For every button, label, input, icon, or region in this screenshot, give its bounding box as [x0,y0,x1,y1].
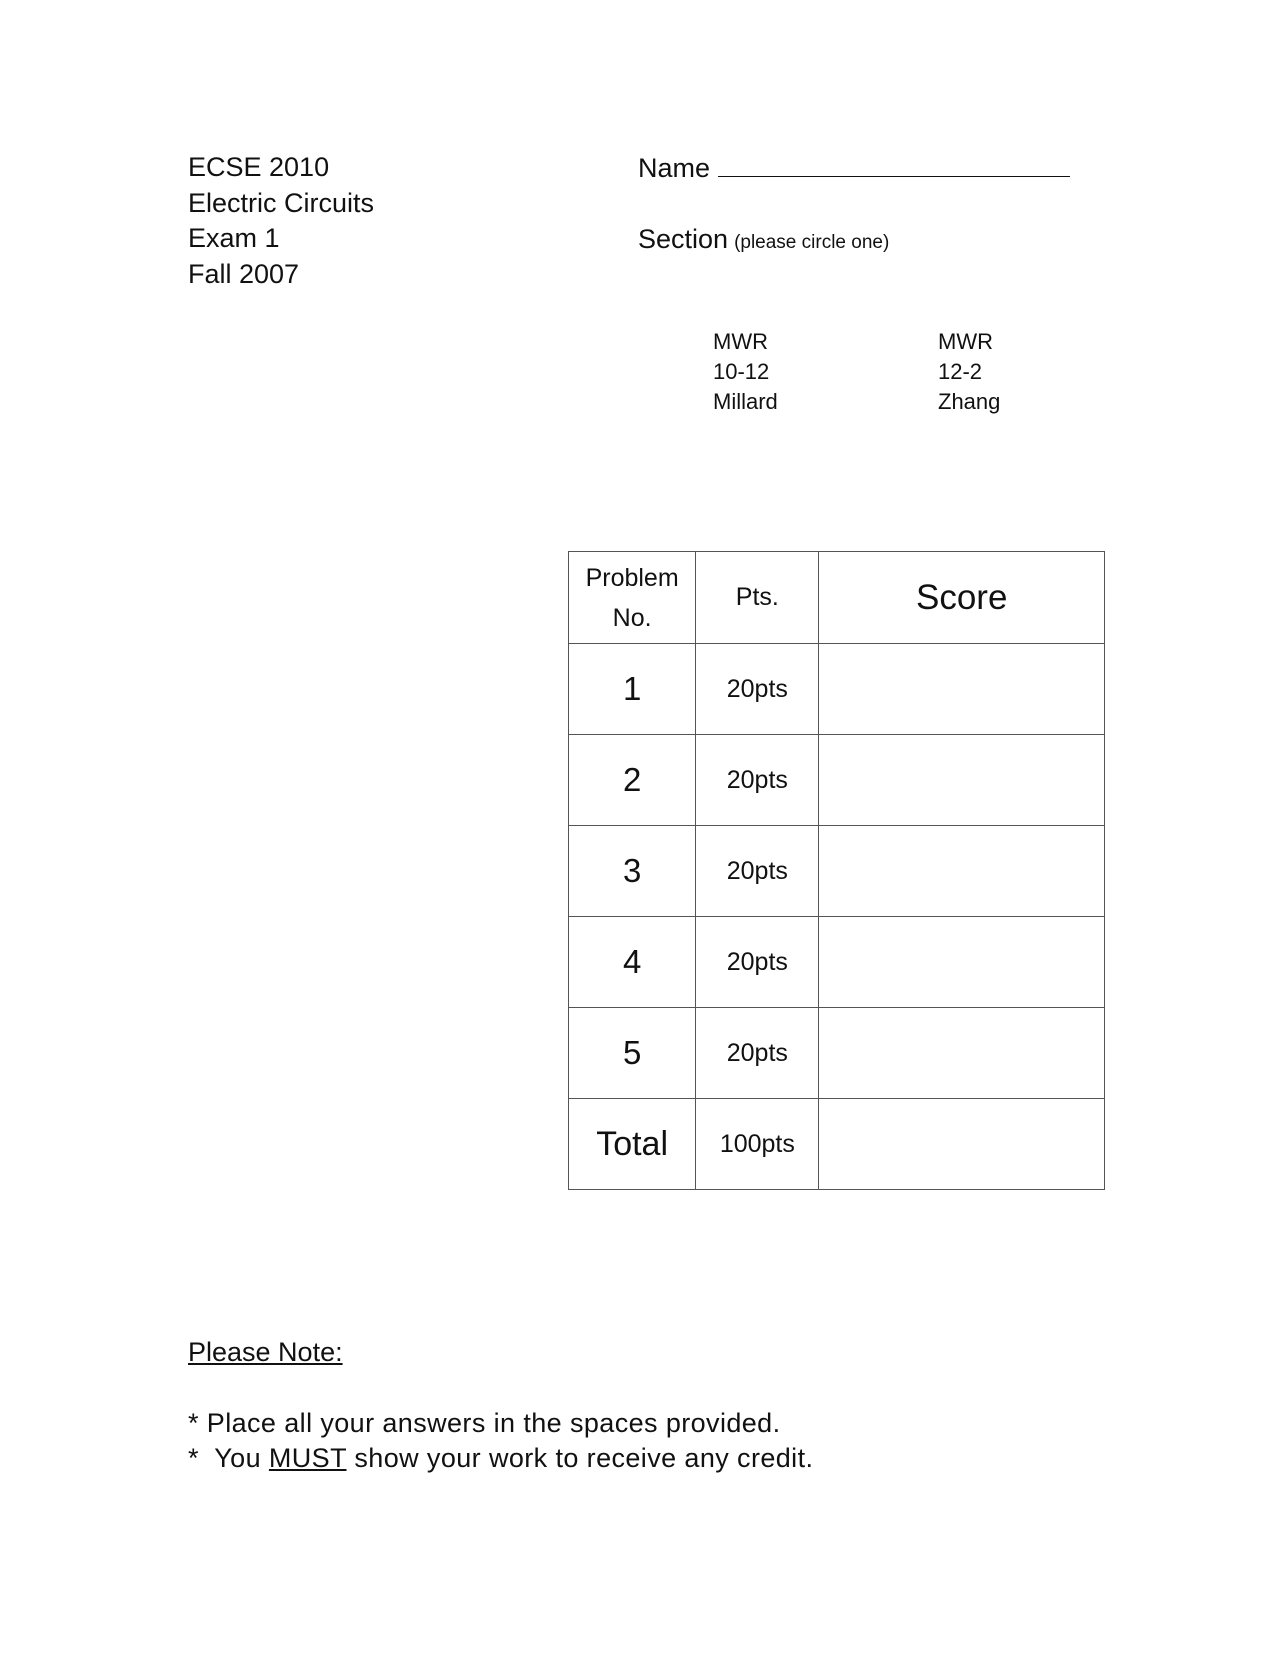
table-row [569,735,1105,826]
table-header-row [569,552,1105,644]
problem-points: 20pts [696,644,819,735]
problem-number: 4 [569,917,696,1008]
section-option-zhang[interactable] [938,327,1000,417]
section-days: MWR [938,329,993,354]
header-score: Score [819,552,1105,644]
section-instructor: Millard [713,389,778,414]
header-points: Pts. [696,552,819,644]
score-cell[interactable] [819,917,1105,1008]
course-info [188,150,374,292]
score-cell[interactable] [819,1008,1105,1099]
score-cell[interactable] [819,826,1105,917]
score-cell[interactable] [819,735,1105,826]
table-row [569,917,1105,1008]
section-instructor: Zhang [938,389,1001,414]
course-title: Electric Circuits [188,187,375,218]
section-label: Section [638,224,729,254]
header-problem-line1: Problem [585,563,679,592]
score-cell[interactable] [819,644,1105,735]
total-score-cell[interactable] [819,1099,1105,1190]
header-problem-line2: No. [612,603,652,632]
problem-points: 20pts [696,826,819,917]
note-line-suffix: show your work to receive any credit. [346,1443,814,1473]
total-row [569,1099,1105,1190]
problem-points: 20pts [696,917,819,1008]
header-problem-no [569,552,696,644]
course-code: ECSE 2010 [188,152,330,182]
problem-number: 5 [569,1008,696,1099]
notes-title: Please Note: [188,1337,343,1367]
score-table [568,551,1105,1190]
problem-number: 3 [569,826,696,917]
table-row [569,826,1105,917]
total-points: 100pts [696,1099,819,1190]
problem-points: 20pts [696,1008,819,1099]
note-line-emphasis: MUST [268,1443,347,1473]
section-time: 12-2 [938,359,983,384]
name-blank-line[interactable] [718,150,1070,177]
note-line-prefix: * You [188,1443,269,1473]
note-line-answers: * Place all your answers in the spaces provided. [188,1408,781,1438]
section-note: (please circle one) [734,232,890,253]
name-field [638,150,1070,186]
section-field [638,222,889,260]
section-option-millard[interactable] [713,327,778,417]
section-days: MWR [713,329,768,354]
problem-number: 2 [569,735,696,826]
name-label: Name [638,153,711,183]
exam-label: Exam 1 [188,223,280,253]
problem-points: 20pts [696,735,819,826]
section-time: 10-12 [713,359,770,384]
table-row [569,644,1105,735]
total-label: Total [569,1099,696,1190]
exam-term: Fall 2007 [188,258,300,289]
table-row [569,1008,1105,1099]
note-line-work [188,1443,813,1474]
problem-number: 1 [569,644,696,735]
